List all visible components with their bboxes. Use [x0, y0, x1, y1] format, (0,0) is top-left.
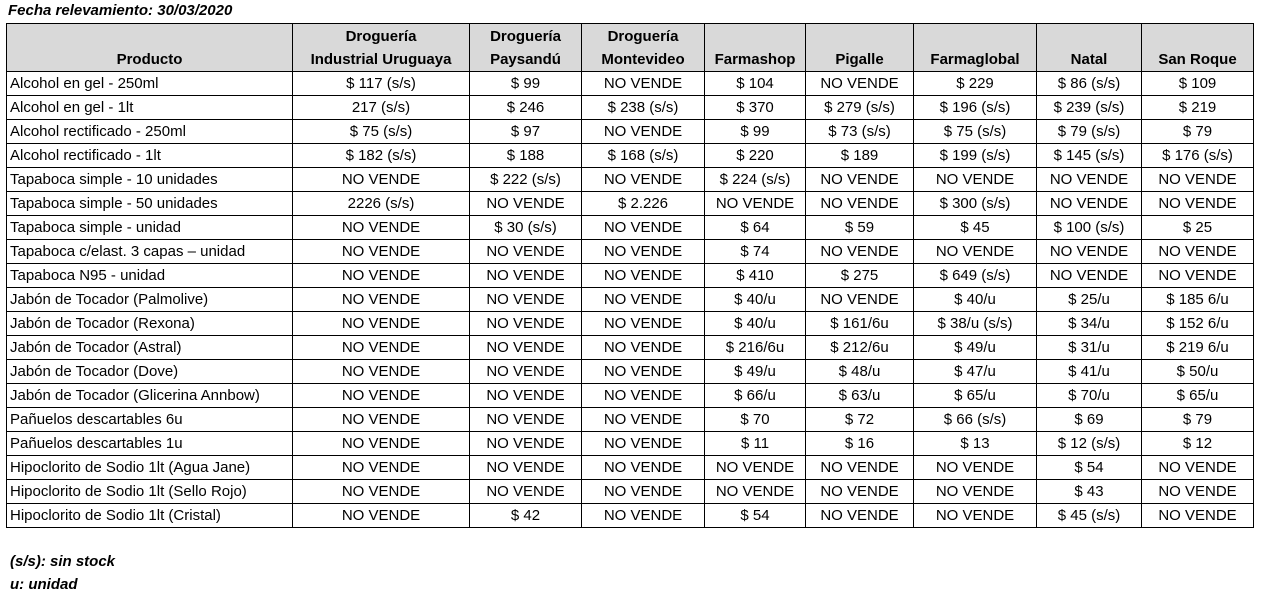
- price-cell: $ 182 (s/s): [293, 144, 470, 168]
- price-cell: $ 49/u: [914, 336, 1037, 360]
- price-cell: $ 54: [1037, 456, 1142, 480]
- price-cell: $ 70/u: [1037, 384, 1142, 408]
- price-cell: NO VENDE: [470, 360, 582, 384]
- price-cell: $ 59: [806, 216, 914, 240]
- price-cell: NO VENDE: [806, 456, 914, 480]
- price-cell: $ 370: [705, 96, 806, 120]
- price-cell: $ 109: [1142, 72, 1254, 96]
- price-cell: NO VENDE: [582, 264, 705, 288]
- price-cell: $ 40/u: [705, 312, 806, 336]
- price-cell: NO VENDE: [582, 408, 705, 432]
- price-cell: NO VENDE: [914, 480, 1037, 504]
- price-cell: NO VENDE: [806, 504, 914, 528]
- price-cell: NO VENDE: [470, 192, 582, 216]
- table-body: [7, 72, 1254, 528]
- price-cell: $ 239 (s/s): [1037, 96, 1142, 120]
- price-cell: $ 2.226: [582, 192, 705, 216]
- product-cell: Tapaboca simple - 10 unidades: [7, 168, 293, 192]
- survey-date-title: Fecha relevamiento: 30/03/2020: [8, 2, 233, 19]
- price-cell: $ 79: [1142, 408, 1254, 432]
- price-cell: $ 65/u: [1142, 384, 1254, 408]
- table-row: [7, 72, 1254, 96]
- table-row: [7, 216, 1254, 240]
- table-row: [7, 168, 1254, 192]
- price-cell: NO VENDE: [582, 240, 705, 264]
- price-cell: $ 152 6/u: [1142, 312, 1254, 336]
- price-cell: NO VENDE: [293, 312, 470, 336]
- price-cell: $ 16: [806, 432, 914, 456]
- column-header-line: Farmashop: [714, 51, 796, 68]
- price-cell: $ 188: [470, 144, 582, 168]
- price-cell: NO VENDE: [470, 432, 582, 456]
- price-cell: $ 34/u: [1037, 312, 1142, 336]
- price-cell: $ 79: [1142, 120, 1254, 144]
- product-cell: Tapaboca simple - 50 unidades: [7, 192, 293, 216]
- price-cell: 217 (s/s): [293, 96, 470, 120]
- product-cell: Jabón de Tocador (Astral): [7, 336, 293, 360]
- price-cell: NO VENDE: [806, 72, 914, 96]
- table-row: [7, 384, 1254, 408]
- price-cell: NO VENDE: [1142, 168, 1254, 192]
- price-cell: $ 99: [705, 120, 806, 144]
- column-header-line: Farmaglobal: [930, 51, 1020, 68]
- price-cell: $ 410: [705, 264, 806, 288]
- product-cell: Alcohol en gel - 250ml: [7, 72, 293, 96]
- price-cell: $ 99: [470, 72, 582, 96]
- legend-sin-stock: (s/s): sin stock: [10, 553, 116, 570]
- price-cell: NO VENDE: [293, 240, 470, 264]
- table-row: [7, 336, 1254, 360]
- price-cell: NO VENDE: [293, 456, 470, 480]
- column-header-line: Montevideo: [601, 51, 685, 68]
- product-cell: Hipoclorito de Sodio 1lt (Agua Jane): [7, 456, 293, 480]
- table-row: [7, 504, 1254, 528]
- price-cell: $ 199 (s/s): [914, 144, 1037, 168]
- table-row: [7, 480, 1254, 504]
- price-cell: $ 47/u: [914, 360, 1037, 384]
- price-cell: $ 43: [1037, 480, 1142, 504]
- price-cell: NO VENDE: [914, 168, 1037, 192]
- table-row: [7, 96, 1254, 120]
- price-cell: 2226 (s/s): [293, 192, 470, 216]
- price-cell: $ 79 (s/s): [1037, 120, 1142, 144]
- price-cell: $ 196 (s/s): [914, 96, 1037, 120]
- price-cell: $ 246: [470, 96, 582, 120]
- table-row: [7, 408, 1254, 432]
- product-cell: Jabón de Tocador (Dove): [7, 360, 293, 384]
- price-cell: $ 38/u (s/s): [914, 312, 1037, 336]
- product-cell: Alcohol en gel - 1lt: [7, 96, 293, 120]
- product-cell: Hipoclorito de Sodio 1lt (Cristal): [7, 504, 293, 528]
- price-table: [6, 23, 1254, 528]
- column-header-line: Droguería: [607, 28, 679, 45]
- column-header: [705, 24, 806, 72]
- price-cell: $ 219 6/u: [1142, 336, 1254, 360]
- price-cell: NO VENDE: [470, 456, 582, 480]
- price-cell: NO VENDE: [470, 480, 582, 504]
- price-cell: $ 45 (s/s): [1037, 504, 1142, 528]
- price-cell: NO VENDE: [705, 456, 806, 480]
- price-cell: $ 220: [705, 144, 806, 168]
- table-row: [7, 312, 1254, 336]
- price-cell: NO VENDE: [914, 240, 1037, 264]
- price-cell: $ 12 (s/s): [1037, 432, 1142, 456]
- price-cell: $ 66/u: [705, 384, 806, 408]
- price-cell: $ 50/u: [1142, 360, 1254, 384]
- price-cell: NO VENDE: [293, 360, 470, 384]
- price-cell: NO VENDE: [293, 384, 470, 408]
- column-header: [1142, 24, 1254, 72]
- price-cell: $ 100 (s/s): [1037, 216, 1142, 240]
- price-cell: $ 97: [470, 120, 582, 144]
- column-header: [470, 24, 582, 72]
- product-cell: Jabón de Tocador (Rexona): [7, 312, 293, 336]
- price-cell: NO VENDE: [293, 216, 470, 240]
- table-row: [7, 144, 1254, 168]
- price-cell: NO VENDE: [705, 192, 806, 216]
- price-cell: $ 25/u: [1037, 288, 1142, 312]
- price-cell: NO VENDE: [293, 408, 470, 432]
- product-cell: Pañuelos descartables 1u: [7, 432, 293, 456]
- price-cell: NO VENDE: [806, 288, 914, 312]
- price-cell: NO VENDE: [582, 120, 705, 144]
- price-cell: NO VENDE: [1037, 192, 1142, 216]
- price-cell: NO VENDE: [1142, 192, 1254, 216]
- price-cell: $ 104: [705, 72, 806, 96]
- table-row: [7, 360, 1254, 384]
- table-row: [7, 120, 1254, 144]
- price-cell: $ 189: [806, 144, 914, 168]
- table-row: [7, 264, 1254, 288]
- product-cell: Pañuelos descartables 6u: [7, 408, 293, 432]
- price-cell: $ 86 (s/s): [1037, 72, 1142, 96]
- table-row: [7, 288, 1254, 312]
- price-cell: $ 49/u: [705, 360, 806, 384]
- table-row: [7, 192, 1254, 216]
- column-header-line: Natal: [1070, 51, 1108, 68]
- price-cell: NO VENDE: [470, 240, 582, 264]
- product-cell: Alcohol rectificado - 1lt: [7, 144, 293, 168]
- price-cell: $ 64: [705, 216, 806, 240]
- price-cell: $ 45: [914, 216, 1037, 240]
- price-cell: NO VENDE: [582, 480, 705, 504]
- price-cell: $ 69: [1037, 408, 1142, 432]
- price-cell: NO VENDE: [806, 480, 914, 504]
- price-cell: NO VENDE: [806, 240, 914, 264]
- price-cell: NO VENDE: [705, 480, 806, 504]
- price-cell: NO VENDE: [470, 384, 582, 408]
- price-cell: $ 649 (s/s): [914, 264, 1037, 288]
- table-row: [7, 432, 1254, 456]
- price-cell: NO VENDE: [1142, 264, 1254, 288]
- price-cell: NO VENDE: [582, 456, 705, 480]
- price-cell: $ 54: [705, 504, 806, 528]
- column-header: [914, 24, 1037, 72]
- column-header: [293, 24, 470, 72]
- price-cell: NO VENDE: [1142, 480, 1254, 504]
- price-cell: NO VENDE: [1037, 240, 1142, 264]
- price-cell: NO VENDE: [293, 432, 470, 456]
- column-header-line: San Roque: [1158, 51, 1237, 68]
- price-cell: $ 216/6u: [705, 336, 806, 360]
- price-cell: NO VENDE: [470, 312, 582, 336]
- table-row: [7, 456, 1254, 480]
- legend-unidad: u: unidad: [10, 576, 78, 593]
- price-cell: NO VENDE: [582, 336, 705, 360]
- price-cell: NO VENDE: [1142, 240, 1254, 264]
- price-cell: $ 75 (s/s): [293, 120, 470, 144]
- price-cell: $ 65/u: [914, 384, 1037, 408]
- price-cell: $ 48/u: [806, 360, 914, 384]
- price-cell: $ 161/6u: [806, 312, 914, 336]
- price-cell: NO VENDE: [470, 408, 582, 432]
- column-header-line: Producto: [116, 51, 183, 68]
- price-cell: $ 222 (s/s): [470, 168, 582, 192]
- price-cell: NO VENDE: [582, 432, 705, 456]
- price-cell: NO VENDE: [1142, 456, 1254, 480]
- price-cell: NO VENDE: [293, 168, 470, 192]
- price-cell: NO VENDE: [470, 336, 582, 360]
- price-cell: NO VENDE: [470, 264, 582, 288]
- price-cell: $ 176 (s/s): [1142, 144, 1254, 168]
- price-cell: $ 279 (s/s): [806, 96, 914, 120]
- price-cell: $ 72: [806, 408, 914, 432]
- price-cell: $ 275: [806, 264, 914, 288]
- price-cell: NO VENDE: [293, 504, 470, 528]
- product-cell: Tapaboca simple - unidad: [7, 216, 293, 240]
- price-cell: $ 238 (s/s): [582, 96, 705, 120]
- price-cell: NO VENDE: [914, 456, 1037, 480]
- price-cell: $ 300 (s/s): [914, 192, 1037, 216]
- price-cell: NO VENDE: [1037, 264, 1142, 288]
- price-cell: NO VENDE: [293, 264, 470, 288]
- price-cell: $ 40/u: [914, 288, 1037, 312]
- column-header-line: Pigalle: [835, 51, 884, 68]
- column-header: [7, 24, 293, 72]
- price-cell: NO VENDE: [582, 168, 705, 192]
- price-cell: NO VENDE: [582, 360, 705, 384]
- price-cell: NO VENDE: [293, 480, 470, 504]
- price-cell: NO VENDE: [582, 288, 705, 312]
- table-row: [7, 240, 1254, 264]
- price-cell: NO VENDE: [293, 336, 470, 360]
- price-cell: $ 41/u: [1037, 360, 1142, 384]
- price-cell: $ 12: [1142, 432, 1254, 456]
- product-cell: Jabón de Tocador (Glicerina Annbow): [7, 384, 293, 408]
- column-header: [1037, 24, 1142, 72]
- product-cell: Jabón de Tocador (Palmolive): [7, 288, 293, 312]
- column-header-line: Droguería: [490, 28, 561, 45]
- price-cell: $ 75 (s/s): [914, 120, 1037, 144]
- price-cell: $ 168 (s/s): [582, 144, 705, 168]
- column-header-line: Industrial Uruguaya: [310, 51, 452, 68]
- price-cell: NO VENDE: [582, 312, 705, 336]
- price-cell: NO VENDE: [1037, 168, 1142, 192]
- price-cell: $ 42: [470, 504, 582, 528]
- price-cell: $ 185 6/u: [1142, 288, 1254, 312]
- price-cell: NO VENDE: [470, 288, 582, 312]
- price-cell: $ 31/u: [1037, 336, 1142, 360]
- price-cell: $ 30 (s/s): [470, 216, 582, 240]
- price-cell: $ 70: [705, 408, 806, 432]
- column-header: [582, 24, 705, 72]
- price-cell: NO VENDE: [806, 192, 914, 216]
- header-row: [7, 24, 1254, 72]
- price-cell: NO VENDE: [582, 216, 705, 240]
- product-cell: Hipoclorito de Sodio 1lt (Sello Rojo): [7, 480, 293, 504]
- price-cell: NO VENDE: [1142, 504, 1254, 528]
- price-cell: $ 73 (s/s): [806, 120, 914, 144]
- column-header-line: Paysandú: [490, 51, 561, 68]
- price-cell: $ 117 (s/s): [293, 72, 470, 96]
- price-cell: $ 25: [1142, 216, 1254, 240]
- price-cell: $ 74: [705, 240, 806, 264]
- price-cell: NO VENDE: [293, 288, 470, 312]
- price-cell: $ 63/u: [806, 384, 914, 408]
- price-cell: $ 219: [1142, 96, 1254, 120]
- price-cell: NO VENDE: [582, 384, 705, 408]
- price-cell: $ 66 (s/s): [914, 408, 1037, 432]
- price-cell: $ 212/6u: [806, 336, 914, 360]
- price-cell: NO VENDE: [582, 504, 705, 528]
- price-cell: $ 11: [705, 432, 806, 456]
- column-header-line: Droguería: [345, 28, 417, 45]
- price-cell: $ 13: [914, 432, 1037, 456]
- price-cell: $ 40/u: [705, 288, 806, 312]
- price-cell: NO VENDE: [582, 72, 705, 96]
- price-cell: $ 224 (s/s): [705, 168, 806, 192]
- column-header: [806, 24, 914, 72]
- price-cell: $ 145 (s/s): [1037, 144, 1142, 168]
- product-cell: Tapaboca N95 - unidad: [7, 264, 293, 288]
- product-cell: Alcohol rectificado - 250ml: [7, 120, 293, 144]
- price-cell: $ 229: [914, 72, 1037, 96]
- price-cell: NO VENDE: [914, 504, 1037, 528]
- product-cell: Tapaboca c/elast. 3 capas – unidad: [7, 240, 293, 264]
- price-cell: NO VENDE: [806, 168, 914, 192]
